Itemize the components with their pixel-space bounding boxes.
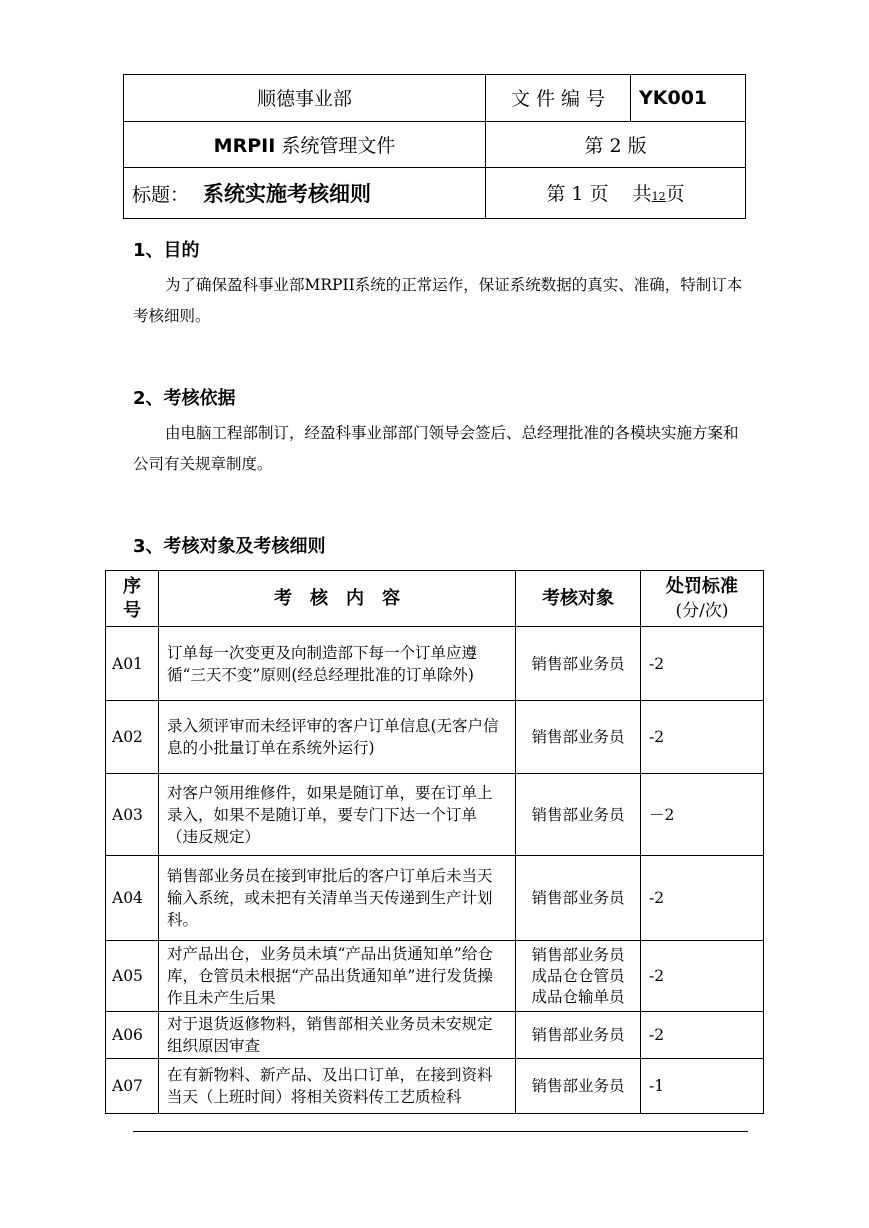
- row-target: 销售部业务员: [516, 856, 641, 941]
- row-content: 对产品出仓，业务员未填“产品出货通知单”给仓库，仓管员未根据“产品出货通知单”进行发货操作且未产生后果: [159, 941, 516, 1012]
- row-penalty: -1: [641, 1059, 764, 1114]
- page-info: [486, 167, 746, 218]
- row-code: A02: [106, 701, 159, 774]
- row-content: 对于退货返修物料，销售部相关业务员未安规定组织原因审查: [159, 1012, 516, 1059]
- department-name: 顺德事业部: [124, 75, 486, 122]
- system-doc-name: [124, 121, 486, 167]
- section-heading-rules: 3、考核对象及考核细则: [133, 536, 326, 557]
- page-total: 12: [651, 190, 666, 204]
- doc-number: YK001: [631, 75, 746, 122]
- page-total-suffix: 页: [665, 183, 685, 206]
- row-code: A04: [106, 856, 159, 941]
- table-row: [106, 627, 764, 701]
- row-penalty: -2: [641, 627, 764, 701]
- section-text-basis: 由电脑工程部制订，经盈科事业部部门领导会签后、总经理批准的各模块实施方案和公司有关规章制度。: [133, 424, 739, 473]
- table-header-row: [106, 571, 764, 627]
- page-total-label: 共: [632, 183, 652, 206]
- section-heading-basis: 2、考核依据: [133, 388, 236, 409]
- row-target: 销售部业务员: [516, 774, 641, 856]
- row-code: A01: [106, 627, 159, 701]
- row-target: 销售部业务员: [516, 701, 641, 774]
- section-text-purpose: 为了确保盈科事业部MRPII系统的正常运作，保证系统数据的真实、准确，特制订本考核细则。: [133, 276, 743, 325]
- row-code: A07: [106, 1059, 159, 1114]
- footer-divider: [133, 1131, 748, 1132]
- row-content: 录入须评审而未经评审的客户订单信息(无客户信息的小批量订单在系统外运行): [159, 701, 516, 774]
- assessment-table: [105, 570, 764, 1114]
- table-row: [106, 1012, 764, 1059]
- table-row: [106, 1059, 764, 1114]
- document-header-table: [123, 74, 746, 219]
- header-target: 考核对象: [516, 571, 641, 627]
- system-name-rest: 系统管理文件: [275, 134, 396, 157]
- row-target: 销售部业务员 成品仓仓管员 成品仓输单员: [516, 941, 641, 1012]
- row-target: 销售部业务员: [516, 1059, 641, 1114]
- section-heading-purpose: 1、目的: [133, 240, 200, 261]
- row-content: 在有新物料、新产品、及出口订单，在接到资料当天（上班时间）将相关资料传工艺质检科: [159, 1059, 516, 1114]
- doc-number-label: 文 件 编 号: [486, 75, 631, 122]
- row-content: 对客户领用维修件，如果是随订单，要在订单上录入，如果不是随订单，要专门下达一个订单（违反规定）: [159, 774, 516, 856]
- row-penalty: -2: [641, 701, 764, 774]
- row-target: 销售部业务员: [516, 1012, 641, 1059]
- table-row: [106, 701, 764, 774]
- row-target: 销售部业务员: [516, 627, 641, 701]
- header-penalty: [641, 571, 764, 627]
- header-penalty-label: 处罚标准: [666, 575, 738, 597]
- table-row: [106, 856, 764, 941]
- row-penalty: -2: [641, 856, 764, 941]
- header-seq: 序号: [106, 571, 159, 627]
- row-penalty: -2: [641, 1012, 764, 1059]
- row-penalty: -2: [641, 941, 764, 1012]
- row-code: A06: [106, 1012, 159, 1059]
- title-cell: [124, 167, 486, 218]
- row-content: 销售部业务员在接到审批后的客户订单后未当天输入系统，或未把有关清单当天传递到生产计划科。: [159, 856, 516, 941]
- table-row: [106, 774, 764, 856]
- system-name-bold: MRPII: [213, 134, 276, 157]
- header-content: 考 核 内 容: [159, 571, 516, 627]
- row-content: 订单每一次变更及向制造部下每一个订单应遵循“三天不变”原则(经总经理批准的订单除外): [159, 627, 516, 701]
- version: 第 2 版: [486, 121, 746, 167]
- page-number: 第 1 页: [546, 183, 609, 206]
- table-row: [106, 941, 764, 1012]
- row-penalty: －2: [641, 774, 764, 856]
- header-penalty-unit: (分/次): [675, 600, 729, 621]
- row-code: A05: [106, 941, 159, 1012]
- document-title: 系统实施考核细则: [203, 180, 372, 206]
- title-label: 标题：: [132, 183, 190, 206]
- row-code: A03: [106, 774, 159, 856]
